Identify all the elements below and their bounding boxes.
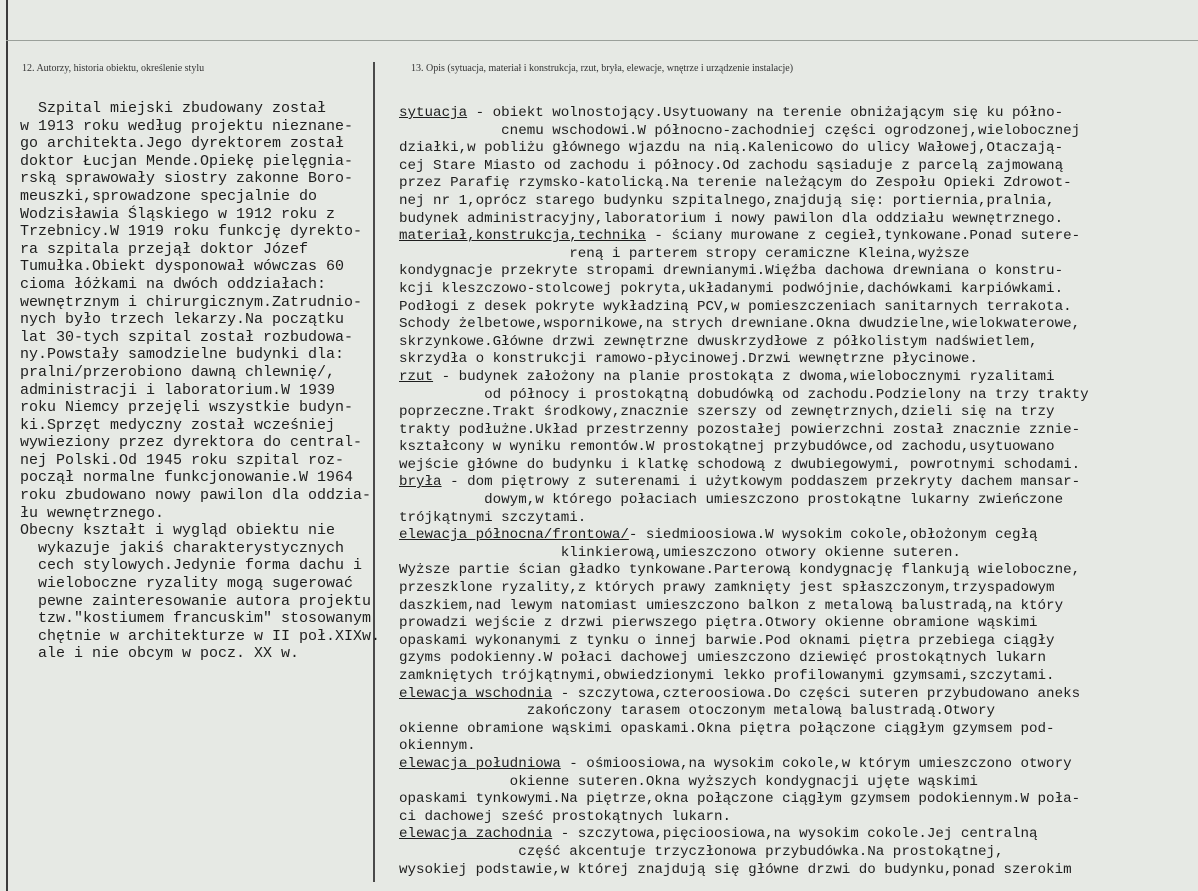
description-line bbox=[399, 193, 1089, 211]
left-text-line: administracji i laboratorium.W 1939 bbox=[20, 381, 336, 399]
left-text-line: cioma łóżkami na dwóch oddziałach: bbox=[20, 275, 327, 293]
description-line bbox=[399, 562, 1089, 580]
description-text: zamkniętych trójkątnymi,obwiedzionymi lekko profilowanymi gzymsami,szczytami. bbox=[399, 668, 1055, 684]
left-text-line: rską sprawowały siostry zakonne Boro- bbox=[20, 170, 354, 188]
description-line bbox=[399, 351, 1089, 369]
description-text: - budynek założony na planie prostokąta z dwoma,wielobocznymi ryzalitami bbox=[433, 368, 1055, 385]
description-line bbox=[399, 439, 1089, 457]
description-text: reną i parterem stropy ceramiczne Kleina,wyższe bbox=[399, 245, 970, 262]
description-text: wejście główne do budynku i klatkę schodową z dwubiegowymi, powrotnymi schodami. bbox=[399, 456, 1081, 473]
description-line bbox=[399, 527, 1089, 545]
description-line bbox=[399, 615, 1089, 633]
description-line bbox=[399, 246, 1089, 264]
left-text-line: go architekta.Jego dyrektorem został bbox=[20, 135, 345, 153]
left-text-line: Szpital miejski zbudowany został bbox=[20, 100, 327, 117]
description-line bbox=[399, 686, 1089, 704]
description-line bbox=[399, 633, 1089, 651]
description-line bbox=[399, 492, 1089, 510]
description-text: Schody żelbetowe,wspornikowe,na strych drewniane.Okna dwudzielne,wielokwaterowe, bbox=[399, 316, 1081, 333]
description-line bbox=[399, 862, 1089, 880]
description-text: wysokiej podstawie,w której znajdują się główne drzwi do budynku,ponad szerokim bbox=[399, 861, 1072, 878]
description-line bbox=[399, 721, 1089, 739]
description-text: klinkierową,umieszczono otwory okienne suteren. bbox=[399, 544, 961, 561]
description-line bbox=[399, 510, 1089, 528]
description-line bbox=[399, 791, 1089, 809]
left-text-line: Obecny kształt i wygląd obiektu nie bbox=[20, 522, 336, 540]
description-line bbox=[399, 387, 1089, 405]
section-label: elewacja północna/frontowa/ bbox=[399, 527, 629, 544]
description-line bbox=[399, 774, 1089, 792]
section-13-heading: 13. Opis (sytuacja, materiał i konstrukcja, rzut, bryła, elewacje, wnętrze i urządzenie instalacje) bbox=[411, 63, 794, 74]
left-text-line: Wodzisławia Śląskiego w 1912 roku z bbox=[20, 205, 336, 223]
left-text-line: łu wewnętrznego. bbox=[20, 504, 165, 522]
description-text: - dom piętrowy z suterenami i użytkowym poddaszem przekryty dachem mansar- bbox=[441, 474, 1081, 491]
description-text: okienne suteren.Okna wyższych kondygnacji ujęte wąskimi bbox=[399, 773, 978, 790]
description-line bbox=[399, 457, 1089, 475]
description-text: budynek administracyjny,laboratorium i nowy pawilon dla oddziału wewnętrznego. bbox=[399, 210, 1064, 227]
description-text: - szczytowa,czteroosiowa.Do części suteren przybudowano aneks bbox=[552, 685, 1081, 702]
left-text-line: roku zbudowano nowy pawilon dla oddzia- bbox=[20, 487, 372, 505]
description-line bbox=[399, 123, 1089, 141]
description-text: cej Stare Miasto od zachodu i północy.Od zachodu sąsiaduje z parcelą zajmowaną bbox=[399, 157, 1064, 174]
left-text-line: tzw."kostiumem francuskim" stosowanym bbox=[20, 610, 372, 628]
description-line bbox=[399, 844, 1089, 862]
description-text: trakty podłużne.Układ przestrzenny pozostałej powierzchni został znacznie zznie- bbox=[399, 421, 1081, 438]
left-text-line: ny.Powstały samodzielne budynki dla: bbox=[20, 346, 345, 364]
description-line bbox=[399, 756, 1089, 774]
description-line bbox=[399, 158, 1089, 176]
description-text: okiennym. bbox=[399, 738, 476, 755]
left-text-line: ki.Sprzęt medyczny został wcześniej bbox=[20, 416, 336, 434]
description-text: nej nr 1,oprócz starego budynku szpitalnego,znajdują się: portiernia,pralnia, bbox=[399, 192, 1055, 209]
history-and-style-text bbox=[20, 100, 380, 663]
description-text: opaskami wykonanymi z tynku o innej barwie.Pod oknami piętra przebiega ciągły bbox=[399, 632, 1055, 649]
left-text-line: ra szpitala przejął doktor Józef bbox=[20, 240, 309, 258]
description-line bbox=[399, 316, 1089, 334]
top-separator bbox=[6, 40, 1198, 41]
description-text: działki,w pobliżu głównego wjazdu na nią.Kalenicowo do ulicy Wałowej,Otaczają- bbox=[399, 140, 1064, 157]
left-text-line: wykazuje jakiś charakterystycznych bbox=[20, 539, 345, 557]
description-text: trójkątnymi szczytami. bbox=[399, 509, 587, 526]
description-text: kcji kleszczowo-stolcowej pokryta,układanymi podwójnie,dachówkami karpiówkami. bbox=[399, 280, 1064, 297]
left-text-line: chętnie w architekturze w II poł.XIXw. bbox=[20, 627, 381, 645]
section-label: sytuacja bbox=[399, 105, 468, 121]
left-text-line: pewne zainteresowanie autora projektu bbox=[20, 592, 372, 610]
description-line bbox=[399, 228, 1089, 246]
description-text: - siedmioosiowa.W wysokim cokole,obłożonym cegłą bbox=[628, 527, 1038, 544]
section-label: elewacja zachodnia bbox=[399, 826, 553, 843]
description-text: - ściany murowane z cegieł,tynkowane.Ponad sutere- bbox=[645, 228, 1081, 245]
left-text-line: wieloboczne ryzality mogą sugerować bbox=[20, 575, 354, 593]
description-line bbox=[399, 263, 1089, 281]
left-text-line: Trzebnicy.W 1919 roku funkcję dyrekto- bbox=[20, 223, 363, 241]
description-text: - szczytowa,pięcioosiowa,na wysokim cokole.Jej centralną bbox=[552, 826, 1038, 843]
description-text: zakończony tarasem otoczonym metalową balustradą.Otwory bbox=[399, 703, 995, 720]
left-edge-rule bbox=[6, 0, 8, 891]
description-text: skrzydła o konstrukcji ramowo-płycinowej.Drzwi wewnętrzne płycinowe. bbox=[399, 351, 978, 368]
description-text: gzyms podokienny.W połaci dachowej umieszczono dziewięć prostokątnych lukarn bbox=[399, 650, 1047, 667]
description-text: Podłogi z desek pokryte wykładziną PCV,w pomieszczeniach sanitarnych terrakota. bbox=[399, 298, 1072, 315]
description-line bbox=[399, 668, 1089, 686]
left-text-line: nych było trzech lekarzy.Na początku bbox=[20, 311, 345, 329]
description-text: cnemu wschodowi.W północno-zachodniej części ogrodzonej,wielobocznej bbox=[399, 122, 1081, 139]
description-text: poprzeczne.Trakt środkowy,znacznie szerszy od zewnętrznych,dzieli się na trzy bbox=[399, 404, 1055, 421]
description-line bbox=[399, 580, 1089, 598]
description-line bbox=[399, 334, 1089, 352]
left-text-line: ale i nie obcym w pocz. XX w. bbox=[20, 645, 300, 663]
description-text: daszkiem,nad lewym natomiast umieszczono balkon z metalową balustradą,na który bbox=[399, 597, 1064, 614]
left-text-line: lat 30-tych szpital został rozbudowa- bbox=[20, 328, 354, 346]
description-line bbox=[399, 422, 1089, 440]
description-text: prowadzi wejście z drzwi pierwszego piętra.Otwory okienne obramione wąskimi bbox=[399, 615, 1038, 632]
description-line bbox=[399, 826, 1089, 844]
description-line bbox=[399, 211, 1089, 229]
description-line bbox=[399, 404, 1089, 422]
left-text-line: cech stylowych.Jedynie forma dachu i bbox=[20, 557, 363, 575]
description-text: kształcony w wyniku remontów.W prostokątnej przybudówce,od zachodu,usytuowano bbox=[399, 439, 1055, 456]
description-line bbox=[399, 105, 1089, 123]
description-text: dowym,w którego połaciach umieszczono prostokątne lukarny zwieńczone bbox=[399, 492, 1064, 509]
description-line bbox=[399, 738, 1089, 756]
section-label: bryła bbox=[399, 474, 442, 491]
description-text: kondygnacje przekryte stropami drewnianymi.Więźba dachowa drewniana o konstru- bbox=[399, 263, 1064, 280]
section-label: elewacja południowa bbox=[399, 755, 561, 772]
left-text-line: nej Polski.Od 1945 roku szpital roz- bbox=[20, 451, 345, 469]
left-text-line: roku Niemcy przejęli wszystkie budyn- bbox=[20, 399, 354, 417]
section-label: elewacja wschodnia bbox=[399, 685, 553, 702]
description-text: przez Parafię rzymsko-katolicką.Na terenie należącym do Zespołu Opieki Zdrowot- bbox=[399, 175, 1072, 192]
description-text: część akcentuje trzyczłonowa przybudówka.Na prostokątnej, bbox=[399, 843, 1004, 860]
description-text: od północy i prostokątną dobudówką od zachodu.Podzielony na trzy trakty bbox=[399, 386, 1089, 403]
left-text-line: począł normalne funkcjonowanie.W 1964 bbox=[20, 469, 354, 487]
description-text: ci dachowej sześć prostokątnych lukarn. bbox=[399, 808, 732, 825]
description-line bbox=[399, 140, 1089, 158]
left-text-line: w 1913 roku według projektu nieznane- bbox=[20, 117, 354, 135]
description-text: skrzynkowe.Główne drzwi zewnętrzne dwuskrzydłowe z półkolistym nadświetlem, bbox=[399, 333, 1038, 350]
left-text-line: wewnętrznym i chirurgicznym.Zatrudnio- bbox=[20, 293, 363, 311]
description-line bbox=[399, 474, 1089, 492]
description-text: - obiekt wolnostojący.Usytuowany na terenie obniżającym się ku półno- bbox=[467, 105, 1064, 121]
description-line bbox=[399, 598, 1089, 616]
left-text-line: pralni/przerobiono dawną chlewnię/, bbox=[20, 363, 336, 381]
description-line bbox=[399, 369, 1089, 387]
description-line bbox=[399, 299, 1089, 317]
description-text: - ośmioosiowa,na wysokim cokole,w którym umieszczono otwory bbox=[560, 755, 1072, 772]
left-text-line: meuszki,sprowadzone specjalnie do bbox=[20, 187, 318, 205]
section-12-heading: 12. Autorzy, historia obiektu, określenie stylu bbox=[22, 63, 205, 74]
description-line bbox=[399, 281, 1089, 299]
description-text: Wyższe partie ścian gładko tynkowane.Parterową kondygnację flankują wieloboczne, bbox=[399, 562, 1081, 579]
description-text: opaskami tynkowymi.Na piętrze,okna połączone ciągłym gzymsem podokiennym.W poła- bbox=[399, 791, 1081, 808]
description-line bbox=[399, 703, 1089, 721]
left-text-line: doktor Łucjan Mende.Opiekę pielęgnia- bbox=[20, 152, 354, 170]
left-text-line: wywieziony przez dyrektora do central- bbox=[20, 434, 363, 452]
section-label: materiał,konstrukcja,technika bbox=[399, 228, 646, 245]
description-text: przeszklone ryzality,z których prawy zamknięty jest spłaszczonym,trzyspadowym bbox=[399, 580, 1055, 597]
section-label: rzut bbox=[399, 368, 434, 385]
description-text: okienne obramione wąskimi opaskami.Okna piętra połączone ciągłym gzymsem pod- bbox=[399, 720, 1055, 737]
description-line bbox=[399, 175, 1089, 193]
object-description-text bbox=[399, 105, 1089, 879]
left-text-line: Tumułka.Obiekt dysponował wówczas 60 bbox=[20, 258, 345, 276]
description-line bbox=[399, 545, 1089, 563]
description-line bbox=[399, 650, 1089, 668]
description-line bbox=[399, 809, 1089, 827]
